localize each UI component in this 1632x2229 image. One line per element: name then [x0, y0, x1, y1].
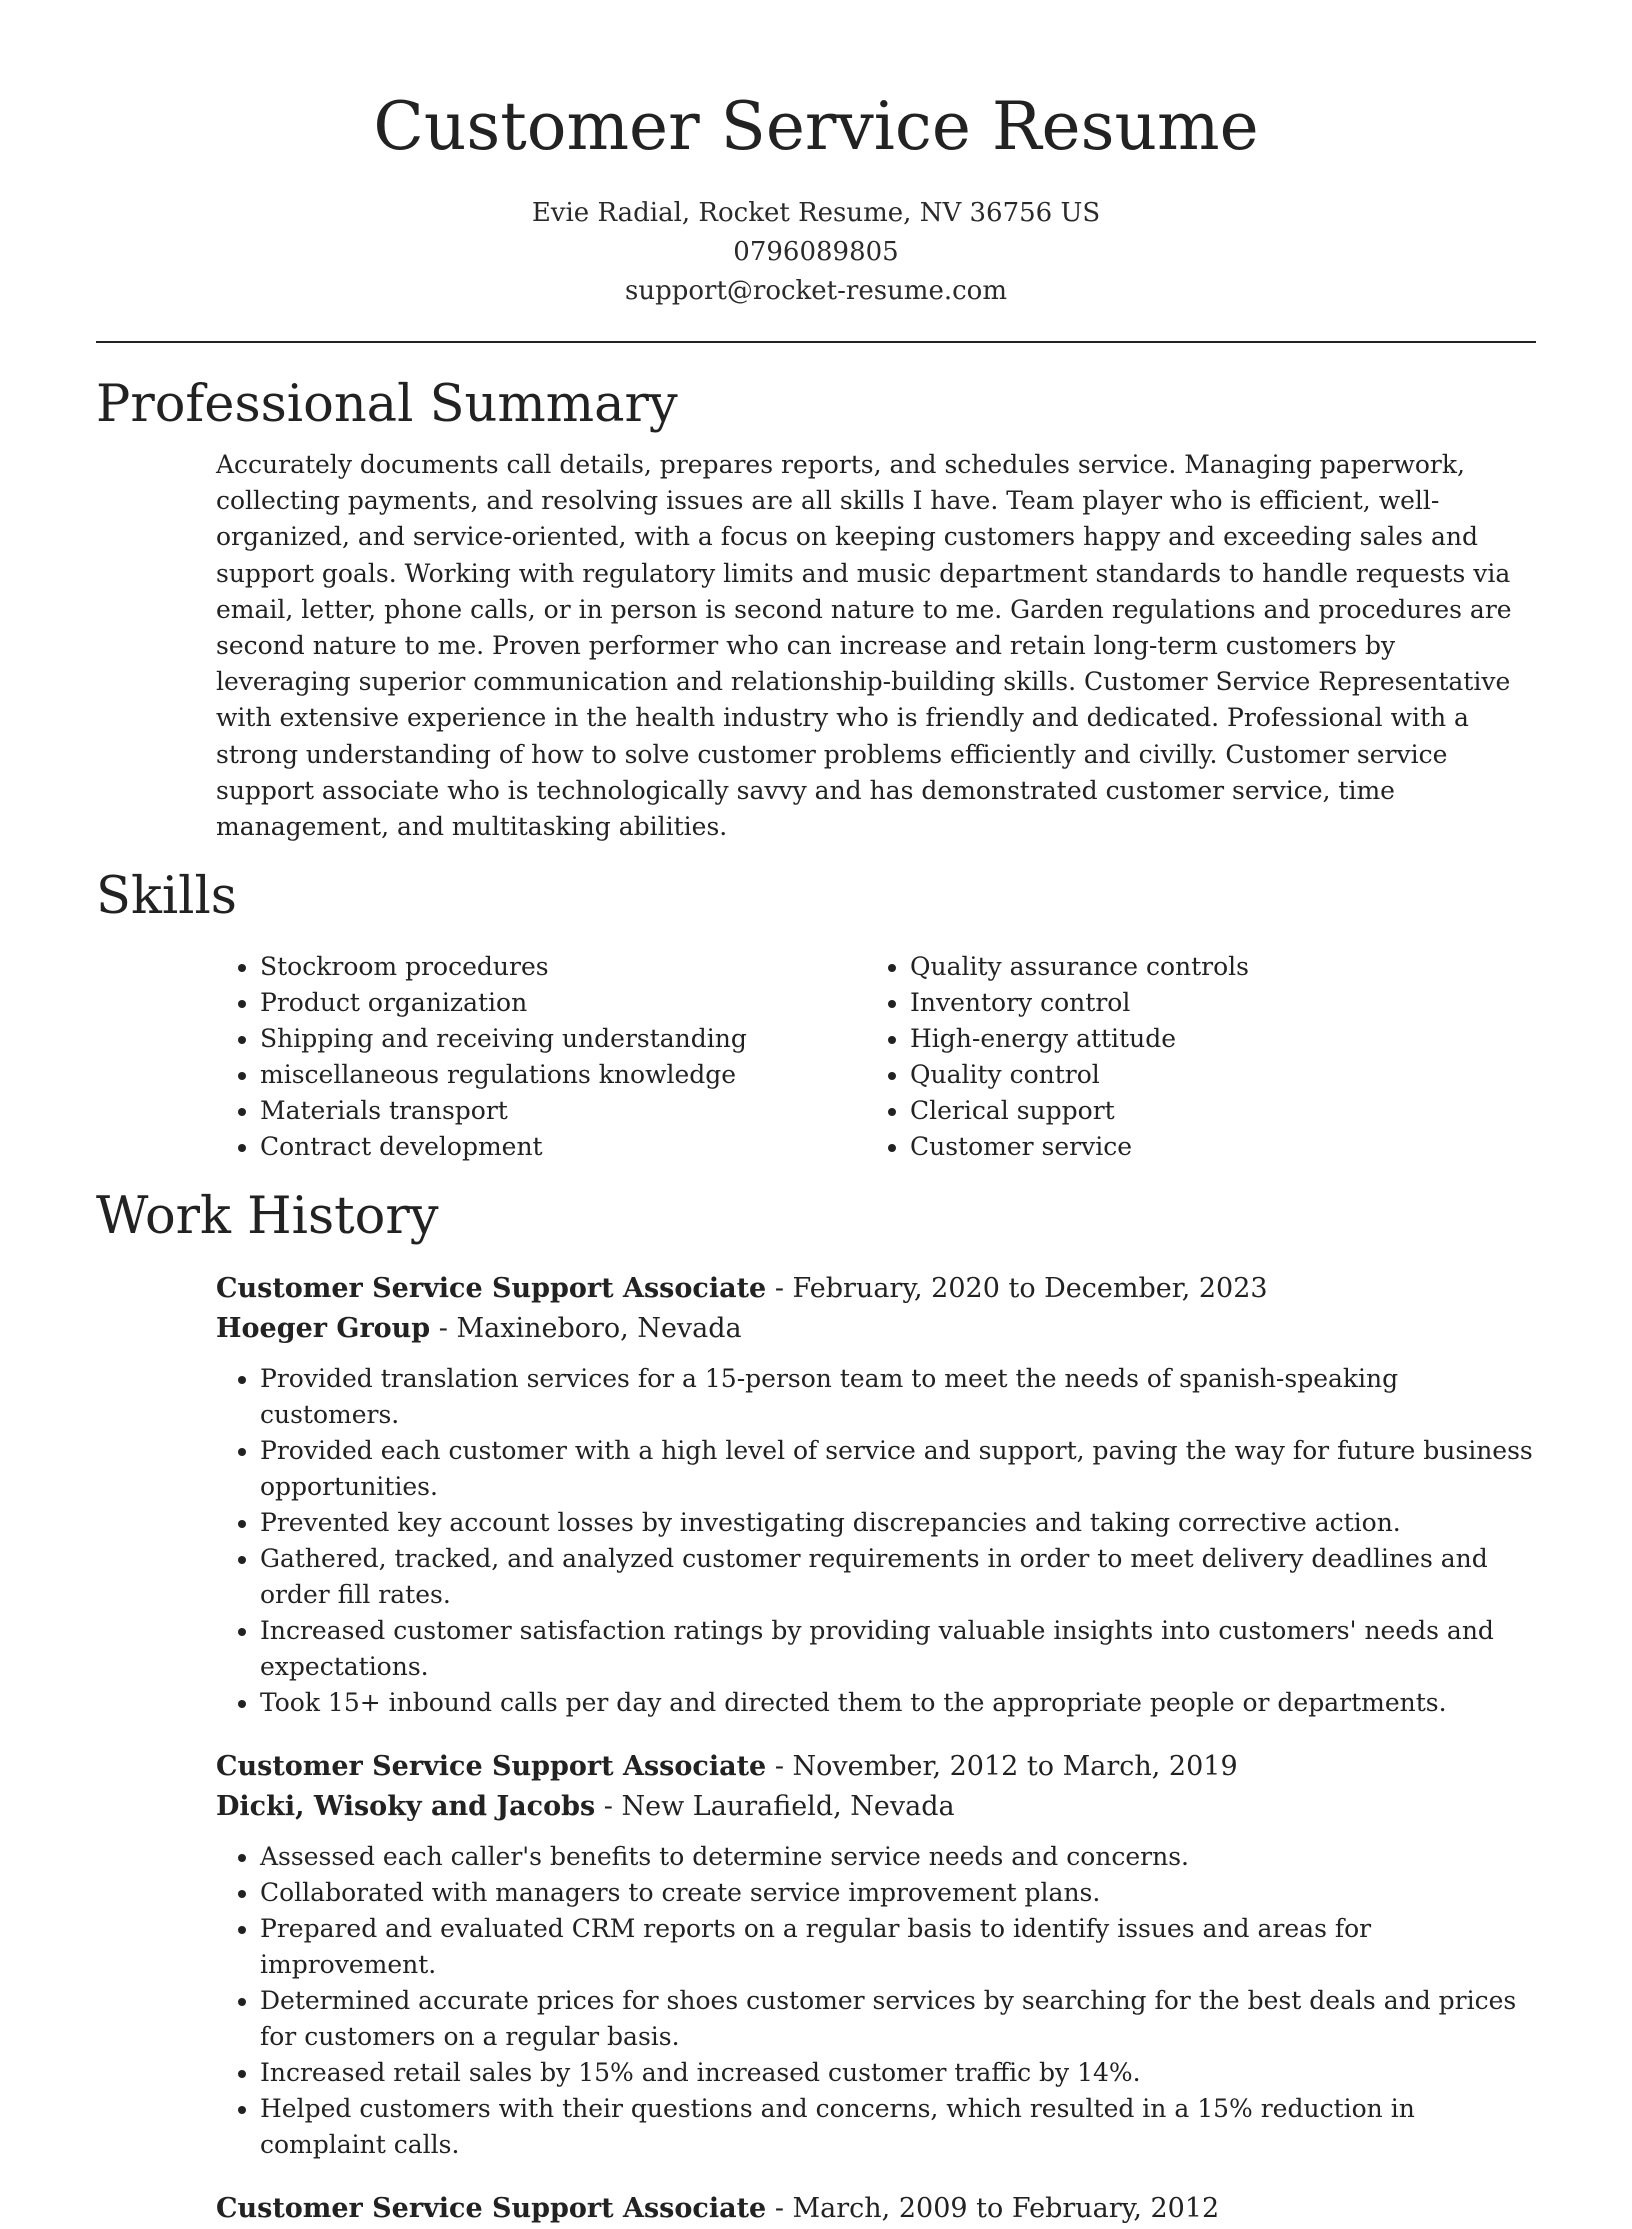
job-entry	[96, 1269, 1536, 1721]
job-bullets	[216, 1361, 1536, 1721]
job-bullet: • Determined accurate prices for shoes customer services by searching for the best deals and prices for customers on a regular basis.	[260, 1983, 1536, 2055]
skill-item: • Quality control	[910, 1057, 1516, 1093]
skills-column-left	[216, 949, 866, 1165]
job-location: - Maxineboro, Nevada	[430, 1313, 742, 1345]
skill-item: • Clerical support	[910, 1093, 1516, 1129]
job-bullets	[216, 1839, 1536, 2163]
skills-list	[96, 949, 1536, 1165]
job-title: Customer Service Support Associate	[216, 2193, 767, 2225]
job-entry	[96, 2189, 1536, 2229]
job-title: Customer Service Support Associate	[216, 1273, 767, 1305]
job-title-line	[216, 1269, 1536, 1309]
contact-address: Evie Radial, Rocket Resume, NV 36756 US	[531, 198, 1101, 228]
skill-item: • Shipping and receiving understanding	[260, 1021, 866, 1057]
page-title: Customer Service Resume	[373, 88, 1259, 165]
skill-item: • Product organization	[260, 985, 866, 1021]
job-bullet: • Increased customer satisfaction ratings by providing valuable insights into customers' needs and expectations.	[260, 1613, 1536, 1685]
job-title-line	[216, 2189, 1536, 2229]
job-bullet: • Prevented key account losses by investigating discrepancies and taking corrective action.	[260, 1505, 1536, 1541]
job-company: Dicki, Wisoky and Jacobs	[216, 1791, 596, 1823]
resume-header	[96, 0, 1536, 311]
job-bullet: • Provided each customer with a high level of service and support, paving the way for future business opportunities.	[260, 1433, 1536, 1505]
job-bullet: • Gathered, tracked, and analyzed customer requirements in order to meet delivery deadlines and order fill rates.	[260, 1541, 1536, 1613]
job-dates: - February, 2020 to December, 2023	[766, 1273, 1268, 1305]
job-bullet: • Helped customers with their questions and concerns, which resulted in a 15% reduction in complaint calls.	[260, 2091, 1536, 2163]
skill-item: • Inventory control	[910, 985, 1516, 1021]
skill-item: • Customer service	[910, 1129, 1516, 1165]
job-title: Customer Service Support Associate	[216, 1751, 767, 1783]
job-dates: - March, 2009 to February, 2012	[766, 2193, 1220, 2225]
job-bullet: • Took 15+ inbound calls per day and directed them to the appropriate people or departments.	[260, 1685, 1536, 1721]
job-bullet: • Prepared and evaluated CRM reports on a regular basis to identify issues and areas for improvement.	[260, 1911, 1536, 1983]
skill-item: • High-energy attitude	[910, 1021, 1516, 1057]
skill-item: • Quality assurance controls	[910, 949, 1516, 985]
skill-item: • Stockroom procedures	[260, 949, 866, 985]
job-bullet: • Assessed each caller's benefits to determine service needs and concerns.	[260, 1839, 1536, 1875]
job-location: - New Laurafield, Nevada	[595, 1791, 955, 1823]
header-divider	[96, 341, 1536, 343]
job-title-line	[216, 1747, 1536, 1787]
skills-heading: Skills	[96, 867, 237, 927]
job-company-line	[216, 1787, 1536, 1827]
job-bullet: • Collaborated with managers to create service improvement plans.	[260, 1875, 1536, 1911]
job-company-line	[216, 1309, 1536, 1349]
job-entry	[96, 1747, 1536, 2163]
contact-block	[96, 194, 1536, 311]
contact-email: support@rocket-resume.com	[624, 276, 1007, 306]
job-dates: - November, 2012 to March, 2019	[766, 1751, 1238, 1783]
summary-text: Accurately documents call details, prepares reports, and schedules service. Managing paperwork, collecting payments, and resolving issues are all skills I have. Team player who is efficient, well-organized, and service-oriented, with a focus on keeping customers happy and exceeding sales and support goals. Working with regulatory limits and music department standards to handle requests via email, letter, phone calls, or in person is second nature to me. Garden regulations and procedures are second nature to me. Proven performer who can increase and retain long-term customers by leveraging superior communication and relationship-building skills. Customer Service Representative with extensive experience in the health industry who is friendly and dedicated. Professional with a strong understanding of how to solve customer problems efficiently and civilly. Customer service support associate who is technologically savvy and has demonstrated customer service, time management, and multitasking abilities.	[216, 450, 1512, 842]
skill-item: • miscellaneous regulations knowledge	[260, 1057, 866, 1093]
skill-item: • Materials transport	[260, 1093, 866, 1129]
skills-column-right	[866, 949, 1516, 1165]
work-history-heading: Work History	[96, 1187, 439, 1247]
job-bullet: • Provided translation services for a 15-person team to meet the needs of spanish-speaking customers.	[260, 1361, 1536, 1433]
summary-heading: Professional Summary	[96, 375, 678, 434]
skill-item: • Contract development	[260, 1129, 866, 1165]
job-company: Hoeger Group	[216, 1313, 431, 1345]
contact-phone: 0796089805	[733, 237, 899, 267]
job-bullet: • Increased retail sales by 15% and increased customer traffic by 14%.	[260, 2055, 1536, 2091]
